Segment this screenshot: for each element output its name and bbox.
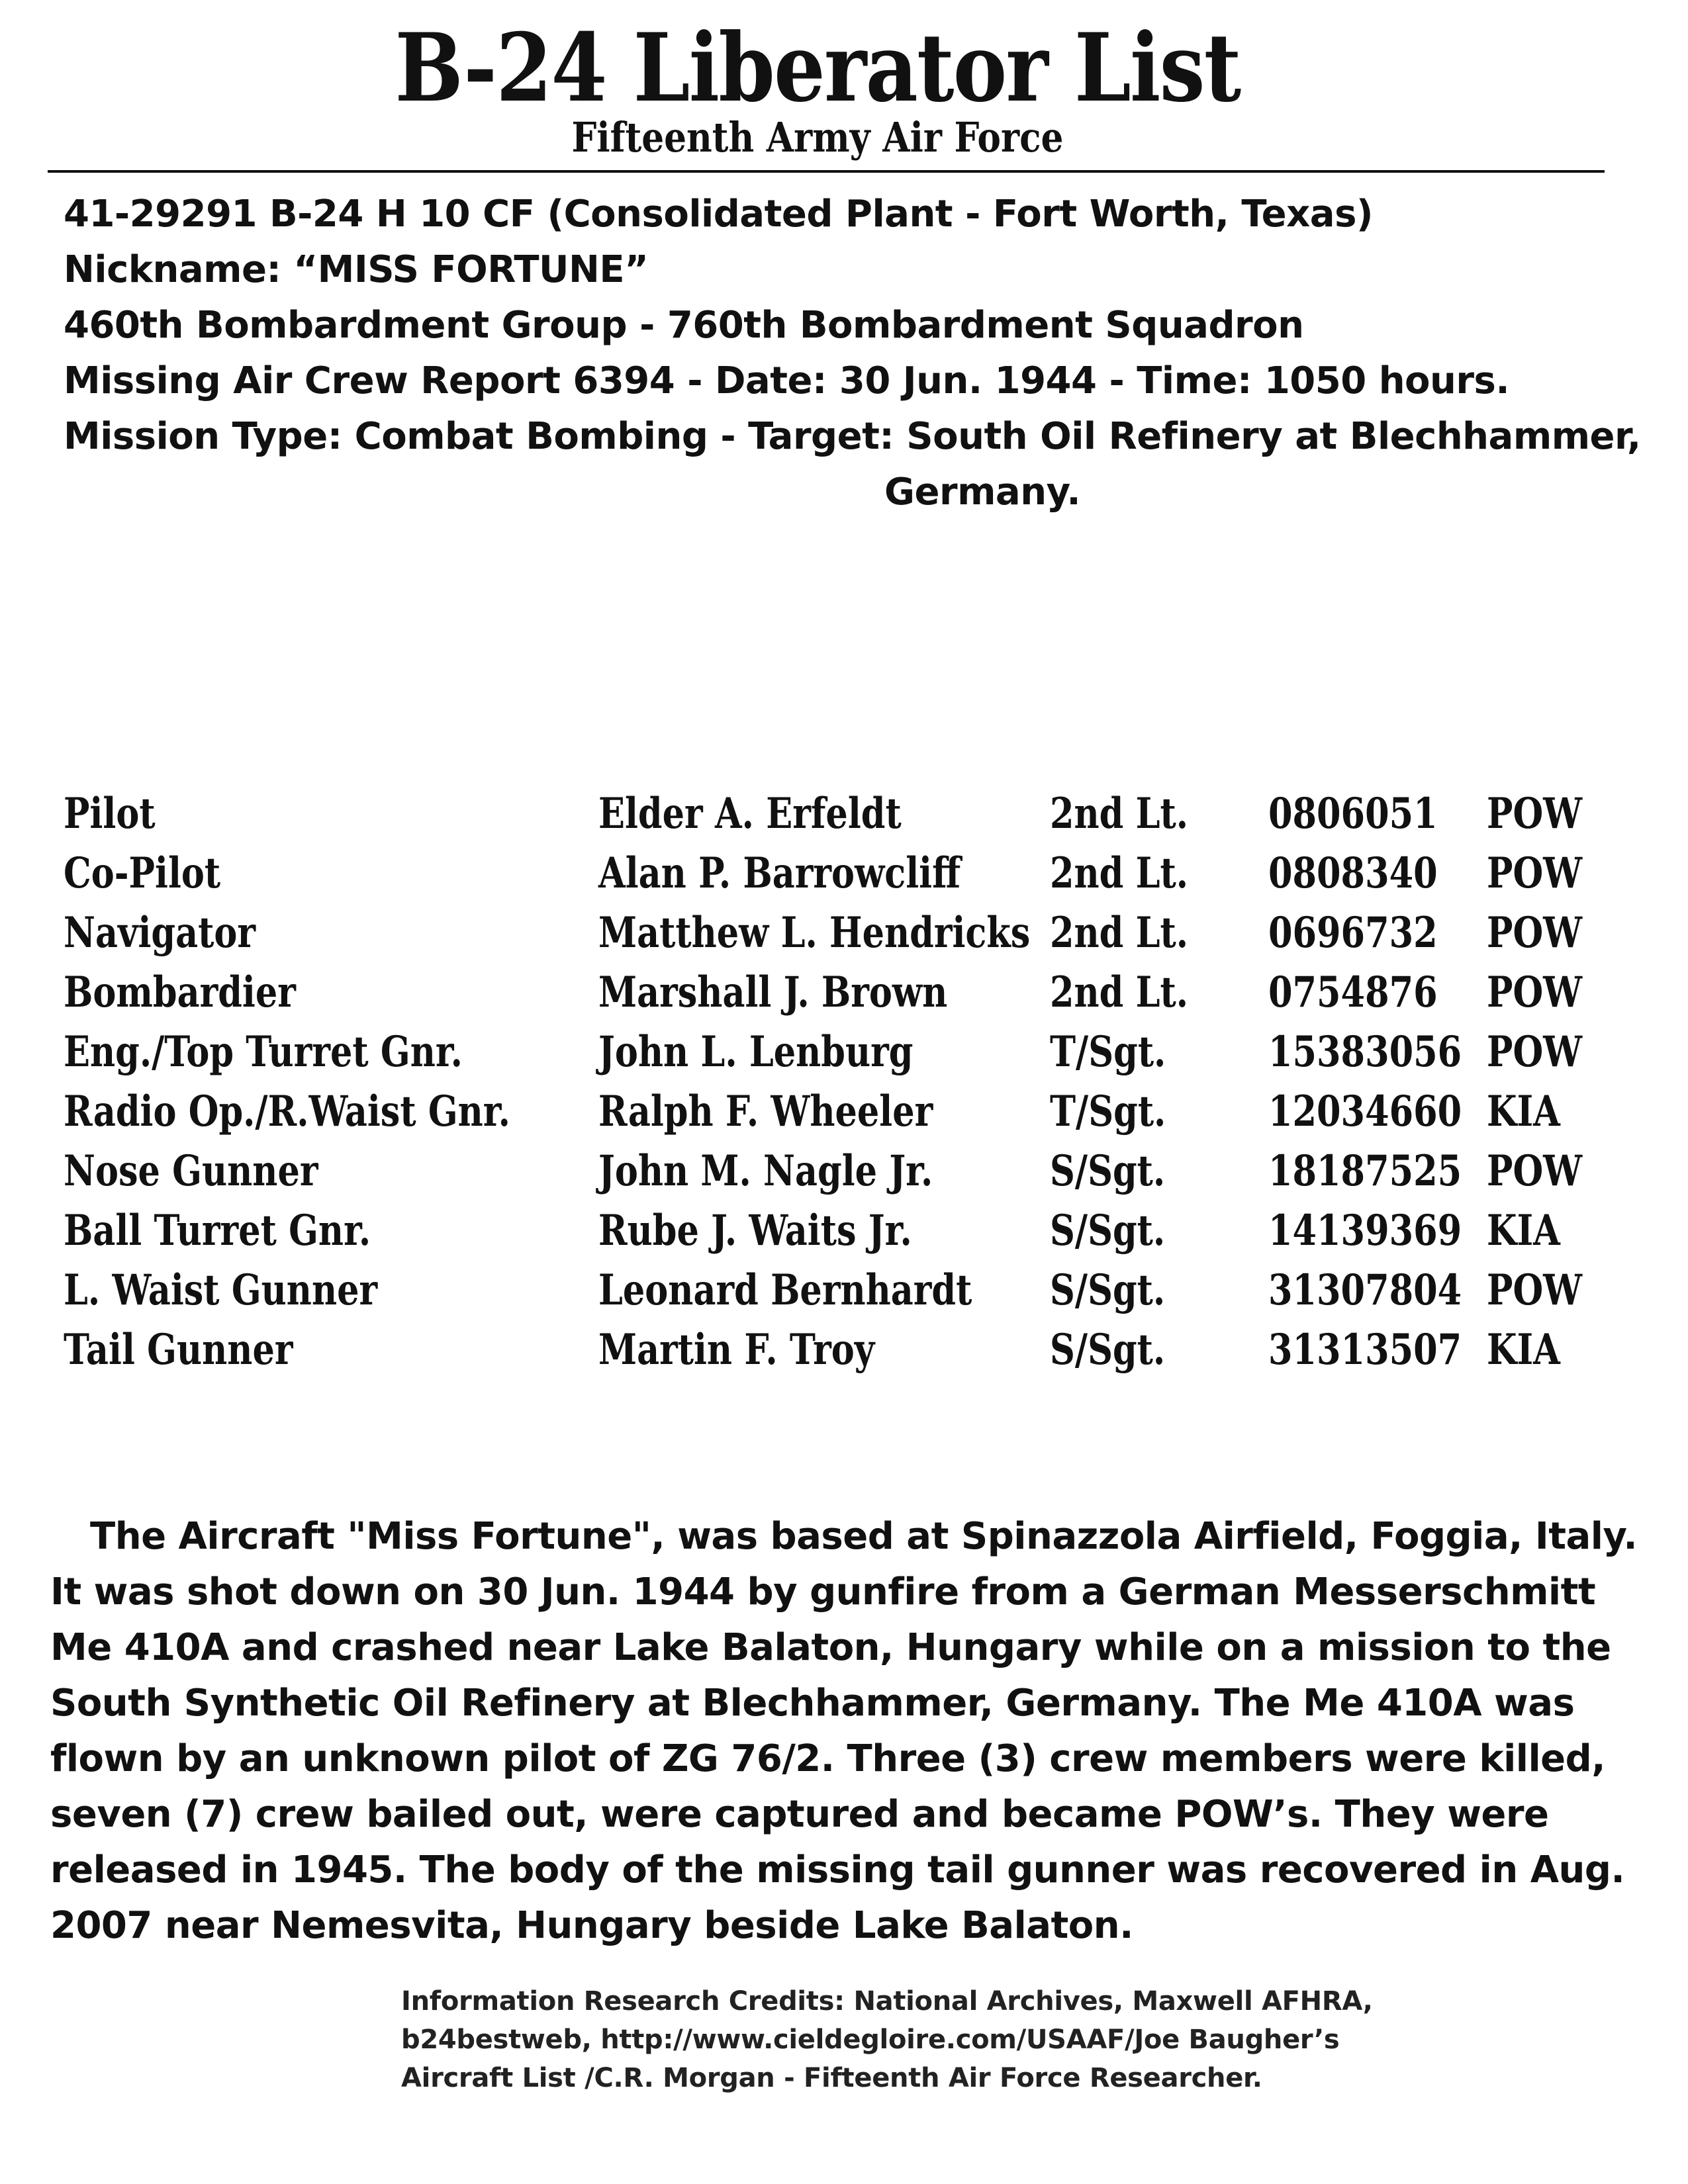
crew-rank: T/Sgt.	[1050, 1027, 1166, 1077]
crew-role: Bombardier	[64, 968, 296, 1017]
narrative-line: seven (7) crew bailed out, were captured and became POW’s. They were	[50, 1793, 1549, 1836]
narrative-line: The Aircraft "Miss Fortune", was based at Spinazzola Airfield, Foggia, Italy.	[90, 1515, 1638, 1558]
info-nickname-line: Nickname: “MISS FORTUNE”	[64, 248, 649, 291]
crew-status: POW	[1487, 848, 1583, 898]
crew-role: Nose Gunner	[64, 1146, 318, 1196]
narrative-line: South Synthetic Oil Refinery at Blechhammer, Germany. The Me 410A was	[50, 1682, 1575, 1725]
crew-status: POW	[1487, 1027, 1583, 1077]
crew-serial: 14139369	[1268, 1206, 1462, 1255]
crew-row	[64, 1023, 1613, 1082]
crew-row	[64, 963, 1613, 1023]
aircraft-info	[64, 187, 1639, 520]
crew-row	[64, 1320, 1613, 1380]
narrative-line: flown by an unknown pilot of ZG 76/2. Three (3) crew members were killed,	[50, 1737, 1605, 1780]
crew-rank: T/Sgt.	[1050, 1087, 1166, 1136]
crew-name: Alan P. Barrowcliff	[598, 848, 961, 898]
crew-role: Co-Pilot	[64, 848, 221, 898]
crew-serial: 0696732	[1268, 908, 1438, 958]
crew-rank: 2nd Lt.	[1050, 968, 1189, 1017]
crew-row	[64, 1261, 1613, 1320]
crew-serial: 0806051	[1268, 789, 1438, 839]
narrative-paragraph	[50, 1509, 1638, 1954]
crew-serial: 0808340	[1268, 848, 1438, 898]
crew-serial: 31313507	[1268, 1325, 1462, 1375]
crew-role: Tail Gunner	[64, 1325, 293, 1375]
crew-status: KIA	[1487, 1087, 1560, 1136]
crew-rank: 2nd Lt.	[1050, 848, 1189, 898]
page-title: B-24 Liberator List	[395, 13, 1241, 123]
credits-line: b24bestweb, http://www.cieldegloire.com/USAAF/Joe Baugher’s	[401, 2025, 1340, 2055]
crew-status: POW	[1487, 1265, 1583, 1315]
crew-status: POW	[1487, 1146, 1583, 1196]
crew-name: Martin F. Troy	[598, 1325, 875, 1375]
narrative-line: It was shot down on 30 Jun. 1944 by gunfire from a German Messerschmitt	[50, 1570, 1596, 1614]
crew-serial: 12034660	[1268, 1087, 1462, 1136]
crew-serial: 15383056	[1268, 1027, 1462, 1077]
credits-line: Aircraft List /C.R. Morgan - Fifteenth Air Force Researcher.	[401, 2063, 1262, 2093]
crew-role: Pilot	[64, 789, 156, 839]
crew-name: Rube J. Waits Jr.	[598, 1206, 912, 1255]
narrative-line: 2007 near Nemesvita, Hungary beside Lake Balaton.	[50, 1904, 1133, 1947]
crew-name: Marshall J. Brown	[598, 968, 948, 1017]
header-divider	[48, 170, 1605, 173]
page-subtitle: Fifteenth Army Air Force	[571, 113, 1064, 161]
crew-rank: 2nd Lt.	[1050, 789, 1189, 839]
crew-role: Ball Turret Gnr.	[64, 1206, 371, 1255]
crew-status: KIA	[1487, 1206, 1560, 1255]
credits-line: Information Research Credits: National Archives, Maxwell AFHRA,	[401, 1986, 1373, 2017]
crew-row	[64, 903, 1613, 963]
crew-status: POW	[1487, 968, 1583, 1017]
crew-serial: 18187525	[1268, 1146, 1462, 1196]
crew-name: John L. Lenburg	[598, 1027, 914, 1077]
info-macr-line: Missing Air Crew Report 6394 - Date: 30 Jun. 1944 - Time: 1050 hours.	[64, 359, 1510, 402]
crew-list	[64, 784, 1613, 1380]
crew-name: Matthew L. Hendricks	[598, 908, 1031, 958]
crew-role: Radio Op./R.Waist Gnr.	[64, 1087, 510, 1136]
crew-rank: S/Sgt.	[1050, 1265, 1166, 1315]
narrative-line: released in 1945. The body of the missing tail gunner was recovered in Aug.	[50, 1848, 1625, 1891]
crew-name: John M. Nagle Jr.	[598, 1146, 933, 1196]
crew-serial: 0754876	[1268, 968, 1438, 1017]
crew-status: KIA	[1487, 1325, 1560, 1375]
crew-status: POW	[1487, 789, 1583, 839]
crew-row	[64, 1201, 1613, 1261]
crew-name: Ralph F. Wheeler	[598, 1087, 933, 1136]
crew-status: POW	[1487, 908, 1583, 958]
crew-rank: S/Sgt.	[1050, 1146, 1166, 1196]
crew-rank: 2nd Lt.	[1050, 908, 1189, 958]
crew-name: Leonard Bernhardt	[598, 1265, 972, 1315]
crew-name: Elder A. Erfeldt	[598, 789, 902, 839]
crew-role: Eng./Top Turret Gnr.	[64, 1027, 463, 1077]
info-group-line: 460th Bombardment Group - 760th Bombardment Squadron	[64, 304, 1304, 347]
crew-row	[64, 784, 1613, 844]
crew-rank: S/Sgt.	[1050, 1206, 1166, 1255]
crew-rank: S/Sgt.	[1050, 1325, 1166, 1375]
research-credits	[401, 1982, 1434, 2097]
crew-role: L. Waist Gunner	[64, 1265, 378, 1315]
info-mission-line: Mission Type: Combat Bombing - Target: South Oil Refinery at Blechhammer,	[64, 415, 1641, 458]
crew-role: Navigator	[64, 908, 256, 958]
crew-row	[64, 1082, 1613, 1142]
info-serial-line: 41-29291 B-24 H 10 CF (Consolidated Plant - Fort Worth, Texas)	[64, 193, 1373, 236]
crew-row	[64, 1142, 1613, 1201]
crew-row	[64, 844, 1613, 903]
crew-serial: 31307804	[1268, 1265, 1462, 1315]
narrative-line: Me 410A and crashed near Lake Balaton, Hungary while on a mission to the	[50, 1626, 1611, 1669]
info-mission-line-cont: Germany.	[884, 471, 1081, 514]
